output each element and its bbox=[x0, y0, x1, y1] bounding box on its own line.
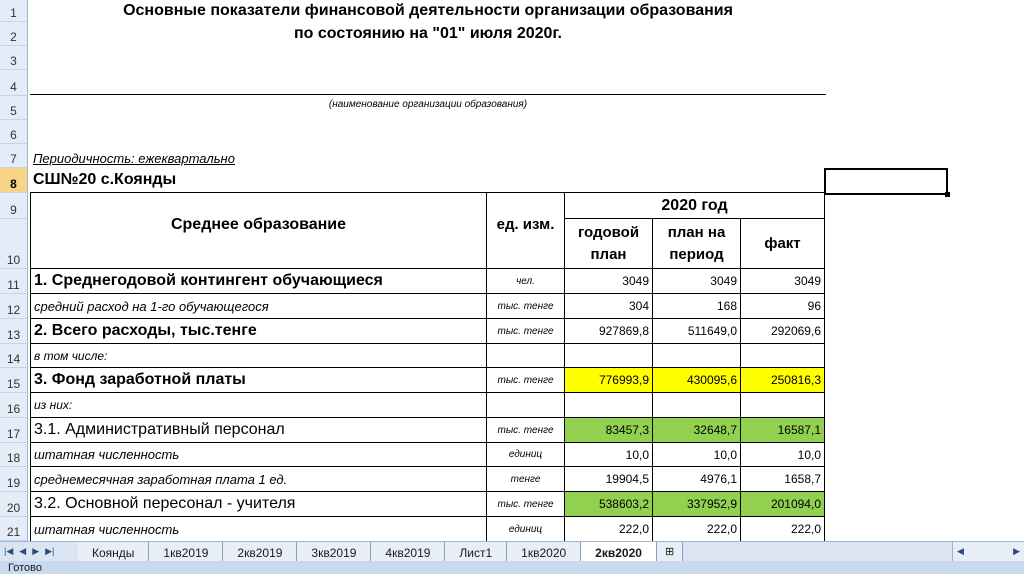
org-name[interactable]: СШ№20 с.Коянды bbox=[30, 168, 826, 193]
row-unit[interactable]: тыс. тенге bbox=[487, 418, 565, 443]
row-label[interactable]: штатная численность bbox=[30, 517, 487, 541]
row-label[interactable]: 3.2. Основной пересонал - учителя bbox=[30, 492, 487, 517]
row-header-17[interactable]: 17 bbox=[0, 418, 28, 443]
row-fact[interactable]: 250816,3 bbox=[741, 368, 825, 393]
row-header-18[interactable]: 18 bbox=[0, 443, 28, 467]
row-period-plan[interactable]: 10,0 bbox=[653, 443, 741, 467]
row-header-5[interactable]: 5 bbox=[0, 96, 28, 120]
row-header-9[interactable]: 9 bbox=[0, 193, 28, 219]
row-header-6[interactable]: 6 bbox=[0, 120, 28, 144]
header-year[interactable]: 2020 год bbox=[565, 193, 825, 219]
tab-sheet-active[interactable]: 2кв2020 bbox=[581, 542, 657, 561]
tab-sheet-2[interactable]: 1кв2019 bbox=[149, 542, 223, 561]
row-header-1[interactable]: 1 bbox=[0, 0, 28, 22]
row-header-15[interactable]: 15 bbox=[0, 368, 28, 393]
row-label[interactable]: среднемесячная заработная плата 1 ед. bbox=[30, 467, 487, 492]
row-annual-plan[interactable]: 3049 bbox=[565, 269, 653, 294]
scroll-right-icon[interactable]: ▶ bbox=[1013, 546, 1020, 556]
row-period-plan[interactable]: 337952,9 bbox=[653, 492, 741, 517]
row-label[interactable]: 2. Всего расходы, тыс.тенге bbox=[30, 319, 487, 344]
row-period-plan[interactable]: 3049 bbox=[653, 269, 741, 294]
row-annual-plan[interactable]: 222,0 bbox=[565, 517, 653, 541]
tab-sheet-4[interactable]: 3кв2019 bbox=[297, 542, 371, 561]
row-header-21[interactable]: 21 bbox=[0, 517, 28, 541]
row-period-plan[interactable]: 4976,1 bbox=[653, 467, 741, 492]
row-unit[interactable]: единиц bbox=[487, 443, 565, 467]
first-sheet-icon[interactable]: |◀ bbox=[4, 546, 14, 556]
row-unit[interactable]: тыс. тенге bbox=[487, 368, 565, 393]
last-sheet-icon[interactable]: ▶| bbox=[45, 546, 55, 556]
row-annual-plan[interactable] bbox=[565, 393, 653, 418]
row-unit[interactable]: тыс. тенге bbox=[487, 319, 565, 344]
row-annual-plan[interactable]: 776993,9 bbox=[565, 368, 653, 393]
row-period-plan[interactable]: 430095,6 bbox=[653, 368, 741, 393]
row-period-plan[interactable]: 511649,0 bbox=[653, 319, 741, 344]
row-header-4[interactable]: 4 bbox=[0, 70, 28, 96]
row-annual-plan[interactable]: 83457,3 bbox=[565, 418, 653, 443]
row-annual-plan[interactable]: 538603,2 bbox=[565, 492, 653, 517]
next-sheet-icon[interactable]: ▶ bbox=[32, 546, 40, 556]
row-fact[interactable]: 10,0 bbox=[741, 443, 825, 467]
row-annual-plan[interactable]: 304 bbox=[565, 294, 653, 319]
header-unit[interactable]: ед. изм. bbox=[487, 193, 565, 269]
row-unit[interactable] bbox=[487, 344, 565, 368]
row-label[interactable]: в том числе: bbox=[30, 344, 487, 368]
row-header-12[interactable]: 12 bbox=[0, 294, 28, 319]
row-header-20[interactable]: 20 bbox=[0, 492, 28, 517]
tab-navigation bbox=[0, 542, 78, 561]
header-section[interactable]: Среднее образование bbox=[30, 193, 487, 269]
row-annual-plan[interactable] bbox=[565, 344, 653, 368]
row-fact[interactable]: 292069,6 bbox=[741, 319, 825, 344]
org-underline bbox=[30, 94, 826, 95]
row-header-8[interactable]: 8 bbox=[0, 168, 28, 193]
row-annual-plan[interactable]: 10,0 bbox=[565, 443, 653, 467]
row-fact[interactable]: 222,0 bbox=[741, 517, 825, 541]
row-period-plan[interactable]: 32648,7 bbox=[653, 418, 741, 443]
row-header-11[interactable]: 11 bbox=[0, 269, 28, 294]
prev-sheet-icon[interactable]: ◀ bbox=[19, 546, 27, 556]
row-label[interactable]: 3. Фонд заработной платы bbox=[30, 368, 487, 393]
row-unit[interactable]: тыс. тенге bbox=[487, 294, 565, 319]
row-fact[interactable]: 201094,0 bbox=[741, 492, 825, 517]
row-period-plan[interactable]: 168 bbox=[653, 294, 741, 319]
row-header-7[interactable]: 7 bbox=[0, 144, 28, 168]
row-fact[interactable] bbox=[741, 344, 825, 368]
row-label[interactable]: штатная численность bbox=[30, 443, 487, 467]
row-fact[interactable]: 1658,7 bbox=[741, 467, 825, 492]
row-unit[interactable]: тенге bbox=[487, 467, 565, 492]
insert-sheet-icon[interactable]: ⊞ bbox=[657, 542, 683, 561]
row-unit[interactable]: чел. bbox=[487, 269, 565, 294]
periodicity-label[interactable]: Периодичность: ежеквартально bbox=[33, 150, 235, 166]
row-header-10[interactable]: 10 bbox=[0, 219, 28, 269]
row-label[interactable]: из них: bbox=[30, 393, 487, 418]
row-period-plan[interactable] bbox=[653, 393, 741, 418]
sheet-tab-bar bbox=[0, 541, 1024, 561]
scroll-left-icon[interactable]: ◀ bbox=[957, 546, 964, 556]
row-fact[interactable]: 96 bbox=[741, 294, 825, 319]
row-unit[interactable]: тыс. тенге bbox=[487, 492, 565, 517]
row-header-14[interactable]: 14 bbox=[0, 344, 28, 368]
tab-sheet-1[interactable]: Коянды bbox=[78, 542, 149, 561]
row-header-16[interactable]: 16 bbox=[0, 393, 28, 418]
sheet-title-line1[interactable]: Основные показатели финансовой деятельности организации образования bbox=[123, 2, 733, 19]
fill-handle[interactable] bbox=[945, 192, 950, 197]
row-annual-plan[interactable]: 927869,8 bbox=[565, 319, 653, 344]
row-unit[interactable]: единиц bbox=[487, 517, 565, 541]
tab-sheet-6[interactable]: Лист1 bbox=[445, 542, 507, 561]
row-header-19[interactable]: 19 bbox=[0, 467, 28, 492]
sheet-title-line2[interactable]: по состоянию на "01" июля 2020г. bbox=[294, 25, 562, 42]
active-cell-selection[interactable] bbox=[824, 168, 948, 195]
status-bar bbox=[0, 561, 1024, 574]
horizontal-scrollbar[interactable] bbox=[952, 542, 1024, 561]
org-caption[interactable]: (наименование организации образования) bbox=[328, 98, 528, 110]
row-header-2[interactable]: 2 bbox=[0, 22, 28, 46]
header-period-plan[interactable]: план на период bbox=[653, 219, 741, 269]
row-label[interactable]: 3.1. Административный персонал bbox=[30, 418, 487, 443]
tab-sheet-3[interactable]: 2кв2019 bbox=[223, 542, 297, 561]
tab-sheet-5[interactable]: 4кв2019 bbox=[371, 542, 445, 561]
row-header-3[interactable]: 3 bbox=[0, 46, 28, 70]
row-fact[interactable]: 3049 bbox=[741, 269, 825, 294]
row-header-13[interactable]: 13 bbox=[0, 319, 28, 344]
row-fact[interactable]: 16587,1 bbox=[741, 418, 825, 443]
status-text: Готово bbox=[8, 561, 42, 574]
row-period-plan[interactable] bbox=[653, 344, 741, 368]
row-unit[interactable] bbox=[487, 393, 565, 418]
row-label[interactable]: средний расход на 1-го обучающегося bbox=[30, 294, 487, 319]
row-label[interactable]: 1. Среднегодовой контингент обучающиеся bbox=[30, 269, 487, 294]
row-annual-plan[interactable]: 19904,5 bbox=[565, 467, 653, 492]
row-fact[interactable] bbox=[741, 393, 825, 418]
tab-sheet-7[interactable]: 1кв2020 bbox=[507, 542, 581, 561]
header-annual-plan[interactable]: годовой план bbox=[565, 219, 653, 269]
row-period-plan[interactable]: 222,0 bbox=[653, 517, 741, 541]
header-fact[interactable]: факт bbox=[741, 219, 825, 269]
